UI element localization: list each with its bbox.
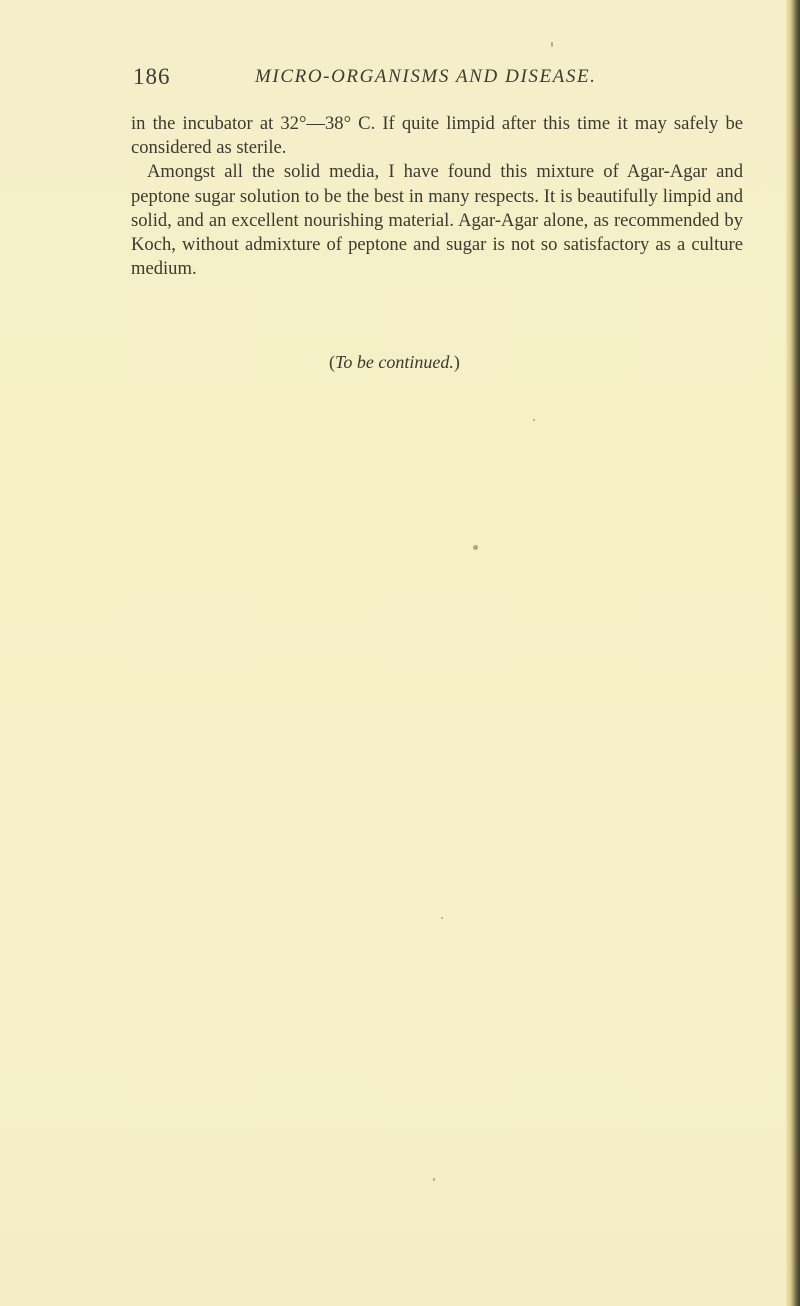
paper-speck: [533, 419, 535, 421]
continued-note: [329, 352, 460, 373]
page-edge-shadow: [786, 0, 800, 1306]
page-header: [133, 64, 753, 98]
paper-speck: [441, 917, 443, 919]
paragraph-2: Amongst all the solid media, I have found this mixture of Agar-Agar and peptone sugar solution to be the best in many respects. It is beautifully limpid and solid, and an excellent nourishing material. Agar-Agar alone, as recommended by Koch, without admixture of peptone and sugar is not so satisfactory as a culture medium.: [131, 161, 743, 280]
continued-open-paren: (: [329, 352, 335, 372]
page-number: 186: [133, 64, 171, 89]
running-title: MICRO-ORGANISMS AND DISEASE.: [255, 66, 597, 87]
body-text: [131, 112, 743, 281]
continued-close-paren: ): [453, 352, 460, 372]
paper-speck: [551, 42, 553, 47]
paper-speck: [433, 1178, 435, 1181]
continued-text: To be continued.: [335, 352, 454, 372]
paper-speck: [473, 545, 478, 550]
paragraph-1: in the incubator at 32°—38° C. If quite limpid after this time it may safely be considered as sterile.: [131, 113, 743, 159]
